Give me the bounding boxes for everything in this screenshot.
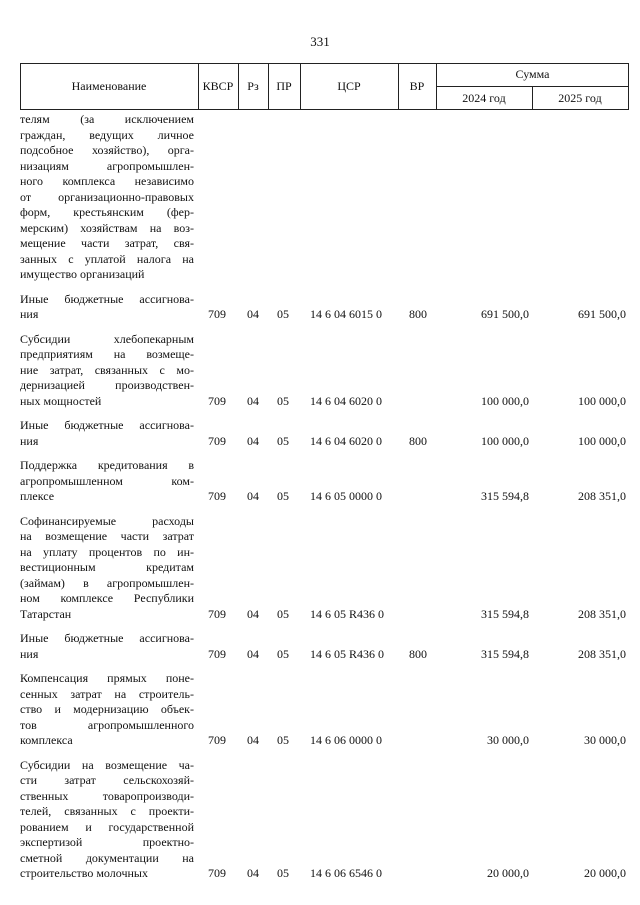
cell-csr: 14 6 05 R436 0 [310,646,385,661]
cell-csr: 14 6 04 6020 0 [310,393,382,408]
row-name-line: телей, связанных с проекти- [20,804,194,818]
cell-sum-2025: 208 351,0 [578,646,626,661]
row-name-line: Поддержка кредитования в [20,458,194,472]
cell-kvsr: 709 [208,489,226,503]
page-number: 331 [310,34,330,49]
cell-sum-2024: 315 594,8 [481,489,529,503]
row-name-line: Софинансируемые расходы [20,513,194,528]
cell-kvsr: 709 [208,733,226,747]
row-name-line: агропромышленном ком- [20,473,194,488]
cell-sum-2024: 100 000,0 [481,433,529,448]
cell-sum-2024: 315 594,8 [481,606,529,621]
row-name-line: экспертизой проектно- [20,835,194,849]
cell-kvsr: 709 [208,307,226,321]
cell-pr: 05 [277,646,289,661]
row-name-line: Татарстан [20,606,72,621]
row-name-line: комплекса [20,733,73,747]
cell-sum-2025: 208 351,0 [578,606,626,621]
row-name-line: телям (за исключением [20,112,194,126]
cell-pr: 05 [277,393,289,408]
header-year-2025: 2025 год [558,90,602,105]
table-row [20,292,629,323]
table-row [20,514,629,623]
cell-kvsr: 709 [208,646,226,661]
row-name-line: низациям агропромышлен- [20,158,194,173]
header-name: Наименование [71,79,147,93]
cell-sum-2025: 100 000,0 [578,393,626,408]
row-name [20,671,194,749]
row-name-line: Иные бюджетные ассигнова- [20,631,194,645]
cell-rz: 04 [247,433,259,448]
row-name-line: Субсидии хлебопекарным [20,331,194,346]
row-name [20,631,194,662]
cell-pr: 05 [277,307,289,321]
cell-csr: 14 6 05 0000 0 [310,489,382,503]
cell-csr: 14 6 06 0000 0 [310,733,382,747]
row-name-line: имущество организаций [20,267,145,281]
cell-csr: 14 6 05 R436 0 [310,606,385,621]
cell-kvsr: 709 [208,866,226,880]
cell-rz: 04 [247,866,259,880]
table-row [20,332,629,410]
row-name-line: граждан, ведущих личное [20,127,194,142]
cell-rz: 04 [247,646,259,661]
row-name-line: Субсидии на возмещение ча- [20,757,194,772]
row-name [20,458,194,505]
row-name-line: дернизацией производствен- [20,378,194,392]
header-csr: ЦСР [337,79,361,93]
row-name-line: (займам) в агропромышлен- [20,575,194,590]
row-name-line: от организационно-правовых [20,189,194,204]
cell-sum-2025: 208 351,0 [578,489,626,503]
row-name-line: ние затрат, связанных с мо- [20,362,194,377]
cell-sum-2024: 315 594,8 [481,646,529,661]
row-name-line: строительство молочных [20,866,148,880]
header-sum: Сумма [515,67,550,81]
row-name-line: предприятиям на возмеще- [20,347,194,361]
row-name-line: тов агропромышленного [20,717,194,732]
row-name-line: ного комплекса независимо [20,174,194,188]
table-body [20,112,629,882]
cell-vr: 800 [409,646,427,661]
cell-kvsr: 709 [208,606,226,621]
row-name-line: сенных затрат на строитель- [20,686,194,701]
table-row [20,631,629,662]
cell-rz: 04 [247,733,259,747]
row-name-line: ния [20,646,39,661]
cell-pr: 05 [277,433,289,448]
cell-rz: 04 [247,606,259,621]
cell-rz: 04 [247,489,259,503]
row-name [20,332,194,410]
cell-sum-2025: 30 000,0 [584,733,626,747]
row-name [20,112,194,283]
cell-pr: 05 [277,606,289,621]
row-name-line: сметной документации на [20,850,194,865]
row-name-line: Иные бюджетные ассигнова- [20,418,194,432]
cell-vr: 800 [409,307,427,321]
cell-sum-2024: 100 000,0 [481,393,529,408]
cell-pr: 05 [277,489,289,503]
row-name-line: вестиционным кредитам [20,560,194,574]
row-name-line: ном комплексе Республики [20,591,194,605]
header-year-2024: 2024 год [462,90,506,105]
row-name-line: ство и модернизацию объек- [20,702,194,716]
row-name-line: подсобное хозяйство), орга- [20,143,194,157]
row-name-line: плексе [20,489,55,503]
cell-csr: 14 6 04 6020 0 [310,433,382,448]
cell-sum-2025: 20 000,0 [584,866,626,880]
table-row [20,671,629,749]
cell-sum-2024: 30 000,0 [487,733,529,747]
row-name-line: на уплату процентов по ин- [20,544,194,559]
table-row [20,758,629,882]
header-kvsr: КВСР [202,79,234,93]
row-name-line: сти затрат сельскохозяй- [20,773,194,787]
cell-rz: 04 [247,307,259,321]
row-name-line: рованием и государственной [20,819,194,834]
cell-csr: 14 6 04 6015 0 [310,307,382,321]
table-row [20,418,629,449]
row-name-line: на возмещение части затрат [20,529,194,543]
table-row [20,112,629,283]
cell-kvsr: 709 [208,433,226,448]
row-name [20,418,194,449]
row-name-line: Иные бюджетные ассигнова- [20,291,194,306]
table-header [20,63,629,110]
row-name-line: мещение части затрат, свя- [20,236,194,250]
header-rz: Рз [247,79,259,93]
cell-csr: 14 6 06 6546 0 [310,866,382,880]
row-name-line: ных мощностей [20,393,102,408]
row-name [20,758,194,882]
header-vr: ВР [409,79,425,93]
table-row [20,458,629,505]
row-name-line: ственных товаропроизводи- [20,788,194,803]
cell-sum-2024: 691 500,0 [481,307,529,321]
cell-sum-2025: 100 000,0 [578,433,626,448]
row-name-line: форм, крестьянским (фер- [20,205,194,219]
row-name-line: мерским) хозяйствам на воз- [20,220,194,235]
header-pr: ПР [276,79,292,93]
row-name-line: занных с уплатой налога на [20,251,194,266]
cell-sum-2025: 691 500,0 [578,307,626,321]
row-name [20,292,194,323]
cell-kvsr: 709 [208,393,226,408]
cell-pr: 05 [277,733,289,747]
row-name [20,514,194,623]
row-name-line: ния [20,433,39,448]
cell-pr: 05 [277,866,289,880]
cell-sum-2024: 20 000,0 [487,866,529,880]
row-name-line: ния [20,307,39,321]
row-name-line: Компенсация прямых поне- [20,671,194,685]
cell-rz: 04 [247,393,259,408]
cell-vr: 800 [409,433,427,448]
